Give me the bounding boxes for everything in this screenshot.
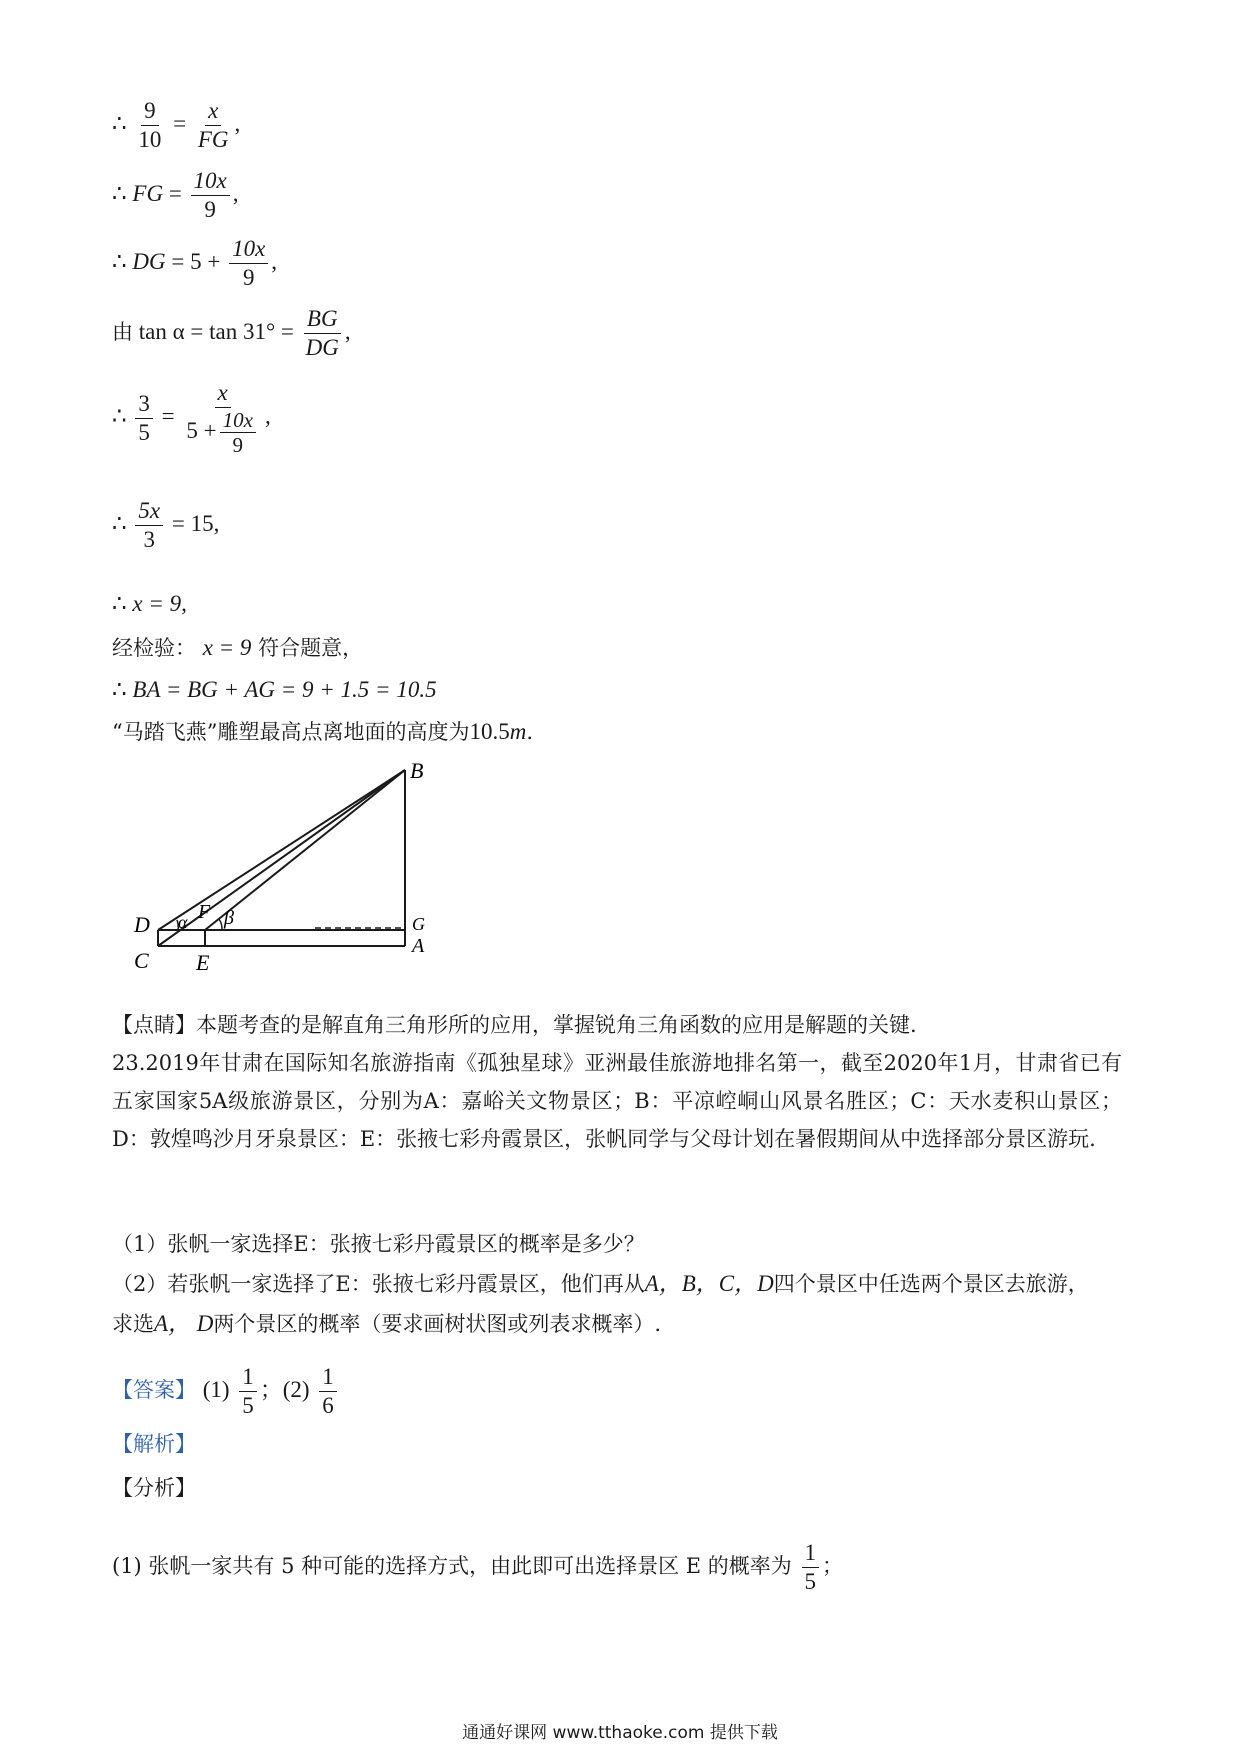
triangle-figure [120,760,460,990]
fraction: $\frac{10x}{9}$ [229,236,268,291]
step-3: ∴ DG = 5 + $\frac{10x}{9}$ , [112,236,278,290]
fraction: $\frac{3}{5}$ [135,391,153,446]
step-4: 由 tan α = tan 31° = $\frac{BG}{DG}$ , [112,306,351,360]
question-2: （2）若张帆一家选择了E：张掖七彩丹霞景区，他们再从A，B，C，D四个景区中任选两个景区去旅游， [112,1271,1089,1296]
label-B: B [410,760,424,783]
fraction: $\frac{1}{5}$ [239,1364,257,1419]
step-5: ∴ $\frac{3}{5}$ = x 5 + $\frac{10x}{9}$ , [112,380,271,457]
analysis-label: 【解析】 [112,1432,196,1456]
label-A: A [412,935,425,957]
footer: 通通好课网 www.tthaoke.com 提供下载 [462,1723,778,1743]
step-1: ∴ $\frac{9}{10}$ = $\frac{x}{FG}$ , [112,98,241,152]
fraction: $\frac{9}{10}$ [138,98,162,152]
fenxi-label: 【分析】 [112,1476,196,1500]
label-C: C [134,948,149,973]
answer: 【答案】 (1) $\frac{1}{5}$ ；(2) $\frac{1}{6}$ [112,1364,340,1419]
step-8: 经检验： x = 9 符合题意， [112,635,364,660]
fraction: $\frac{1}{5}$ [802,1540,820,1595]
fraction: $\frac{x}{FG}$ [197,98,229,152]
fenxi-1: (1) 张帆一家共有 5 种可能的选择方式，由此即可出选择景区 E 的概率为 $\frac{1}{5}$ ； [112,1540,843,1594]
dianjing: 【点睛】本题考查的是解直角三角形所的应用，掌握锐角三角函数的应用是解题的关键. [112,1013,917,1037]
label-E: E [196,950,210,975]
label-F: F [198,901,211,923]
fraction: $\frac{BG}{DG}$ [305,306,339,360]
complex-fraction: x 5 + $\frac{10x}{9}$ [183,380,262,456]
question-1: （1）张帆一家选择E：张掖七彩丹霞景区的概率是多少？ [112,1232,645,1256]
problem-stem: 23.2019年甘肃在国际知名旅游指南《孤独星球》亚洲最佳旅游地排名第一，截至2020年1月，甘肃省已有五家国家5A级旅游景区，分别为A：嘉峪关文物景区；B：平凉崆峒山风景名胜区；C：天水麦积山景区；D：敦煌鸣沙月牙泉景区：E：张掖七彩舟霞景区，张帆同学与父母计划在暑假期间从中选择部分景区游玩. [112,1051,1122,1151]
step-7: ∴ x = 9, [112,591,187,616]
step-9: ∴ BA = BG + AG = 9 + 1.5 = 10.5 [112,677,437,702]
step-2: ∴ FG = $\frac{10x}{9}$ , [112,168,239,222]
label-D: D [134,912,150,937]
label-beta: β [224,907,234,929]
label-G: G [412,914,425,934]
label-alpha: α [178,912,188,932]
step-6: ∴ $\frac{5x}{3}$ = 15, [112,498,220,552]
fraction: $\frac{1}{6}$ [319,1364,337,1419]
fraction: $\frac{10x}{9}$ [191,168,230,223]
question-2-cont: 求选A， D两个景区的概率（要求画树状图或列表求概率）. [112,1311,662,1336]
conclusion: “马踏飞燕”雕塑最高点离地面的高度为10.5m. [112,719,534,744]
fraction: $\frac{5x}{3}$ [135,498,163,553]
